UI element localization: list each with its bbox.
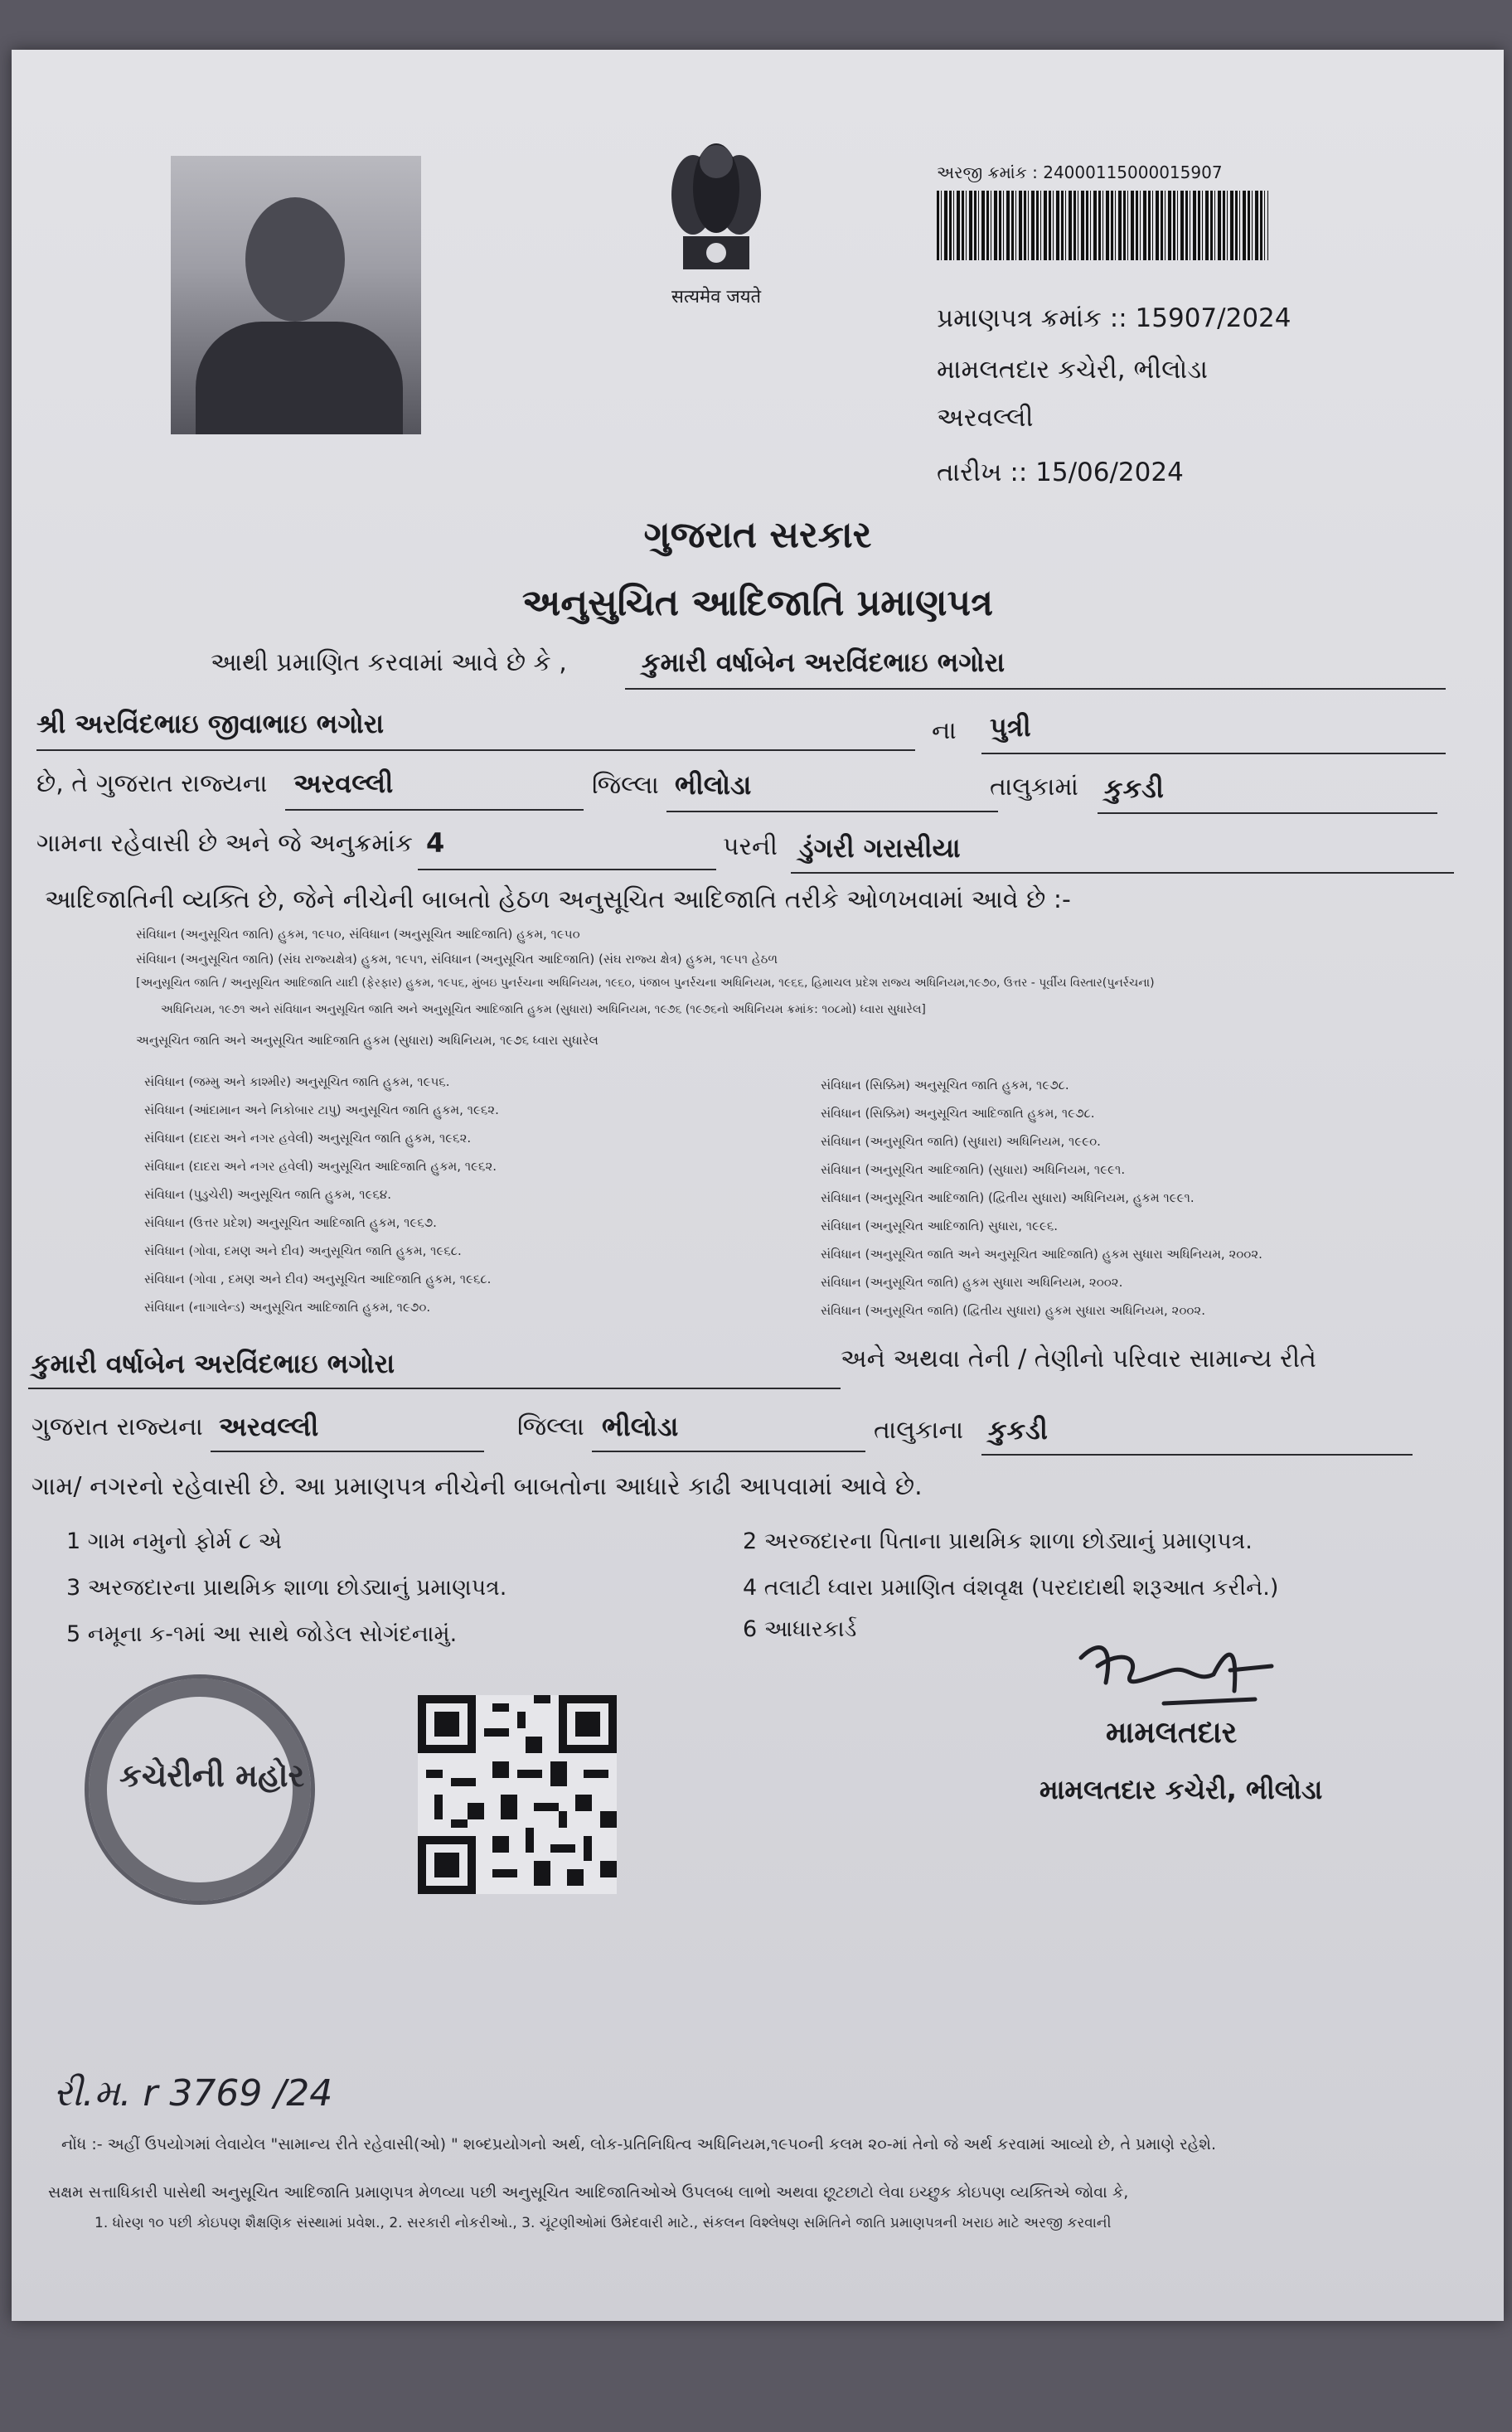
underline (981, 1454, 1413, 1456)
serial-number: 4 (426, 827, 445, 859)
application-number: અરજી ક્રમાંક : 24000115000015907 (937, 162, 1223, 182)
tribe-name: ડુંગરી ગરાસીયા (799, 832, 961, 864)
office-seal-text: કચેરીની મહોર (119, 1757, 305, 1794)
underline (592, 1451, 865, 1452)
relation-connector: ના (932, 716, 957, 745)
taluka-value: ભીલોડા (675, 769, 752, 801)
document-item: 6 આધારકાર્ડ (743, 1616, 857, 1642)
applicant-photo (171, 156, 421, 434)
certificate-number-label: પ્રમાણપત્ર ક્રમાંક :: (937, 303, 1127, 333)
order-line: અનુસૂચિત જાતિ અને અનુસૂચિત આદિજાતિ હુકમ (સુધારા) અધિનિયમ, ૧૯૭૬ ધ્વારા સુધારેલ (136, 1033, 598, 1048)
order-right: સંવિધાન (અનુસૂચિત આદિજાતિ) સુધારા, ૧૯૯૬. (821, 1218, 1059, 1233)
certificate-number: 15907/2024 (1135, 303, 1292, 333)
tribe-connector: પરની (723, 832, 778, 861)
order-right: સંવિધાન (અનુસૂચિત જાતિ) (દ્વિતીય સુધારા) હુકમ સુધારા અધિનિયમ, ૨૦૦૨. (821, 1303, 1205, 1318)
order-line: અધિનિયમ, ૧૯૭૧ અને સંવિધાન અનુસૂચિત જાતિ અને અનુસૂચિત આદિજાતિ હુકમ (સુધારા) અધિનિયમ, ૧૯૭૬ (૧૯૭૬નો અધિનિયમ ક્રમાંક: ૧૦૮મો) ધ્વારા સુધારેલ] (161, 1003, 926, 1016)
underline (285, 809, 584, 811)
order-left: સંવિધાન (જમ્મુ અને કાશ્મીર) અનુસૂચિત જાતિ હુકમ, ૧૯૫૬. (144, 1074, 450, 1089)
order-right: સંવિધાન (અનુસૂચિત આદિજાતિ) (દ્વિતીય સુધારા) અધિનિયમ, હુકમ ૧૯૯૧. (821, 1190, 1195, 1205)
order-left: સંવિધાન (દાદરા અને નગર હવેલી) અનુસૂચિત આદિજાતિ હુકમ, ૧૯૬૨. (144, 1159, 497, 1174)
document-item: 3 અરજદારના પ્રાથમિક શાળા છોડ્યાનું પ્રમાણપત્ર. (66, 1575, 507, 1601)
issuing-office: મામલતદાર કચેરી, ભીલોડા (937, 355, 1208, 385)
issuing-district: અરવલ્લી (937, 403, 1034, 433)
order-left: સંવિધાન (નાગાલેન્ડ) અનુસૂચિત આદિજાતિ હુકમ, ૧૯૭૦. (144, 1300, 431, 1315)
residence-district: અરવલ્લી (219, 1411, 319, 1442)
underline (981, 753, 1446, 754)
emblem-motto: सत्यमेव जयते (671, 287, 762, 308)
village-value: કુકડી (1104, 773, 1164, 804)
handwritten-note: રી.મ. r 3769 /24 (53, 2072, 333, 2115)
qr-code-icon (418, 1695, 617, 1894)
order-right: સંવિધાન (અનુસૂચિત જાતિ) હુકમ સુધારા અધિનિયમ, ૨૦૦૨. (821, 1275, 1123, 1290)
issue-date-label: તારીખ :: (937, 458, 1028, 487)
applicant-name: કુમારી વર્ષાબેન અરવિંદભાઇ ભગોરા (642, 647, 1006, 678)
resident-text: ગામના રહેવાસી છે અને જે અનુક્રમાંક (36, 829, 414, 858)
relation: પુત્રી (990, 711, 1031, 743)
certificate-number-row (937, 303, 1291, 334)
underline (666, 811, 998, 812)
barcode (937, 191, 1268, 260)
government-title: ગુજરાત સરકાર (643, 514, 872, 556)
order-left: સંવિધાન (ઉત્તર પ્રદેશ) અનુસૂચિત આદિજાતિ હુકમ, ૧૯૬૭. (144, 1215, 437, 1230)
residence-village: કુકડી (988, 1414, 1048, 1446)
underline (625, 688, 1446, 690)
underline (211, 1451, 484, 1452)
residence-basis-text: ગામ/ નગરનો રહેવાસી છે. આ પ્રમાણપત્ર નીચેની બાબતોના આધારે કાઢી આપવામાં આવે છે. (32, 1472, 923, 1501)
underline (36, 749, 915, 751)
certify-text: આથી પ્રમાણિત કરવામાં આવે છે કે , (211, 648, 567, 677)
order-line: સંવિધાન (અનુસૂચિત જાતિ) હુકમ, ૧૯૫૦, સંવિધાન (અનુસૂચિત આદિજાતિ) હુકમ, ૧૯૫૦ (136, 927, 580, 942)
issue-date-row (937, 458, 1184, 488)
issue-date: 15/06/2024 (1035, 458, 1184, 487)
signature-mark (1064, 1625, 1296, 1716)
document-item: 2 અરજદારના પિતાના પ્રાથમિક શાળા છોડ્યાનું પ્રમાણપત્ર. (743, 1528, 1253, 1554)
order-right: સંવિધાન (સિક્કિમ) અનુસૂચિત આદિજાતિ હુકમ, ૧૯૭૮. (821, 1106, 1095, 1121)
residence-taluka-label: તાલુકાના (874, 1416, 964, 1445)
document-item: 4 તલાટી ધ્વારા પ્રમાણિત વંશવૃક્ષ (પરદાદાથી શરૂઆત કરીને.) (743, 1575, 1279, 1601)
residence-text: અને અથવા તેની / તેણીનો પરિવાર સામાન્ય રીતે (841, 1344, 1316, 1373)
district-value: અરવલ્લી (293, 768, 394, 799)
order-left: સંવિધાન (દાદરા અને નગર હવેલી) અનુસૂચિત જાતિ હુકમ, ૧૯૬૨. (144, 1131, 472, 1146)
signatory-title: મામલતદાર (1106, 1716, 1238, 1750)
father-name: શ્રી અરવિંદભાઇ જીવાભાઇ ભગોરા (36, 708, 385, 739)
signatory-office: મામલતદાર કચેરી, ભીલોડા (1040, 1774, 1323, 1805)
footer-note: સક્ષમ સત્તાધિકારી પાસેથી અનુસૂચિત આદિજાતિ પ્રમાણપત્ર મેળવ્યા પછી અનુસૂચિત આદિજાતિઓએ ઉપલબ્ધ લાભો અથવા છૂટછાટો લેવા ઇચ્છુક કોઇપણ વ્યક્તિએ જોવા કે, (48, 2183, 1129, 2202)
certificate-paper (12, 50, 1504, 2321)
document-item: 1 ગામ નમુનો ફોર્મ ૮ એ (66, 1528, 282, 1554)
order-left: સંવિધાન (પુડુચેરી) અનુસૂચિત જાતિ હુકમ, ૧૯૬૪. (144, 1187, 391, 1202)
footer-note: 1. ધોરણ ૧૦ પછી કોઇપણ શૈક્ષણિક સંસ્થામાં પ્રવેશ., 2. સરકારી નોકરીઓ., 3. ચૂંટણીઓમાં ઉમેદવારી માટે., સંકલન વિશ્લેષણ સમિતિને જાતિ પ્રમાણપત્રની ખરાઇ માટે અરજી કરવાની (94, 2215, 1112, 2231)
underline (1098, 812, 1437, 814)
underline (418, 869, 716, 870)
residence-name: કુમારી વર્ષાબેન અરવિંદભાઇ ભગોરા (32, 1348, 395, 1379)
footer-note: નોંધ :- અહીં ઉપયોગમાં લેવાયેલ "સામાન્ય રીતે રહેવાસી(ઓ) " શબ્દપ્રયોગનો અર્થ, લોક-પ્રતિનિધિત્વ અધિનિયમ,૧૯૫૦ની કલમ ૨૦-માં તેનો જે અર્થ કરવામાં આવ્યો છે, તે પ્રમાણે રહેશે. (61, 2135, 1216, 2153)
residence-district-label: જિલ્લા (517, 1412, 584, 1441)
order-line: [અનુસૂચિત જાતિ / અનુસૂચિત આદિજાતિ યાદી (ફેરફાર) હુકમ, ૧૯૫૬, મુંબઇ પુનર્રચના અધિનિયમ, ૧૯૬૦, પંજાબ પુનર્રચના અધિનિયમ, ૧૯૬૬, હિમાચલ પ્રદેશ રાજ્ય અધિનિયમ,૧૯૭૦, ઉત્તર - પૂર્વીય વિસ્તાર(પુનર્રચના) (136, 976, 1155, 990)
order-left: સંવિધાન (ગોવા , દમણ અને દીવ) અનુસૂચિત આદિજાતિ હુકમ, ૧૯૬૮. (144, 1272, 492, 1286)
underline (28, 1388, 841, 1389)
order-right: સંવિધાન (અનુસૂચિત જાતિ અને અનુસૂચિત આદિજાતિ) હુકમ સુધારા અધિનિયમ, ૨૦૦૨. (821, 1247, 1262, 1262)
order-left: સંવિધાન (ગોવા, દમણ અને દીવ) અનુસૂચિત જાતિ હુકમ, ૧૯૬૮. (144, 1243, 462, 1258)
underline (791, 872, 1454, 874)
order-right: સંવિધાન (સિક્કિમ) અનુસૂચિત જાતિ હુકમ, ૧૯૭૮. (821, 1078, 1069, 1092)
taluka-label: તાલુકામાં (990, 773, 1078, 802)
certificate-title: અનુસુચિત આદિજાતિ પ્રમાણપત્ર (521, 582, 994, 624)
recognition-text: આદિજાતિની વ્યક્તિ છે, જેને નીચેની બાબતો હેઠળ અનુસૂચિત આદિજાતિ તરીકે ઓળખવામાં આવે છે :- (45, 885, 1071, 914)
order-left: સંવિધાન (આંદામાન અને નિકોબાર ટાપુ) અનુસૂચિત જાતિ હુકમ, ૧૯૬૨. (144, 1102, 499, 1117)
residence-state-label: ગુજરાત રાજ્યના (32, 1412, 203, 1441)
order-right: સંવિધાન (અનુસૂચિત આદિજાતિ) (સુધારા) અધિનિયમ, ૧૯૯૧. (821, 1162, 1126, 1177)
order-line: સંવિધાન (અનુસૂચિત જાતિ) (સંઘ રાજ્યક્ષેત્ર) હુકમ, ૧૯૫૧, સંવિધાન (અનુસૂચિત આદિજાતિ) (સંઘ રાજ્ય ક્ષેત્ર) હુકમ, ૧૯૫૧ હેઠળ (136, 952, 778, 967)
district-label: જિલ્લા (592, 771, 659, 800)
residence-taluka: ભીલોડા (602, 1411, 679, 1442)
order-right: સંવિધાન (અનુસૂચિત જાતિ) (સુધારા) અધિનિયમ, ૧૯૯૦. (821, 1134, 1101, 1149)
document-item: 5 નમૂના ક-૧માં આ સાથે જોડેલ સોગંદનામું. (66, 1621, 458, 1647)
state-text: છે, તે ગુજરાત રાજ્યના (36, 769, 268, 798)
